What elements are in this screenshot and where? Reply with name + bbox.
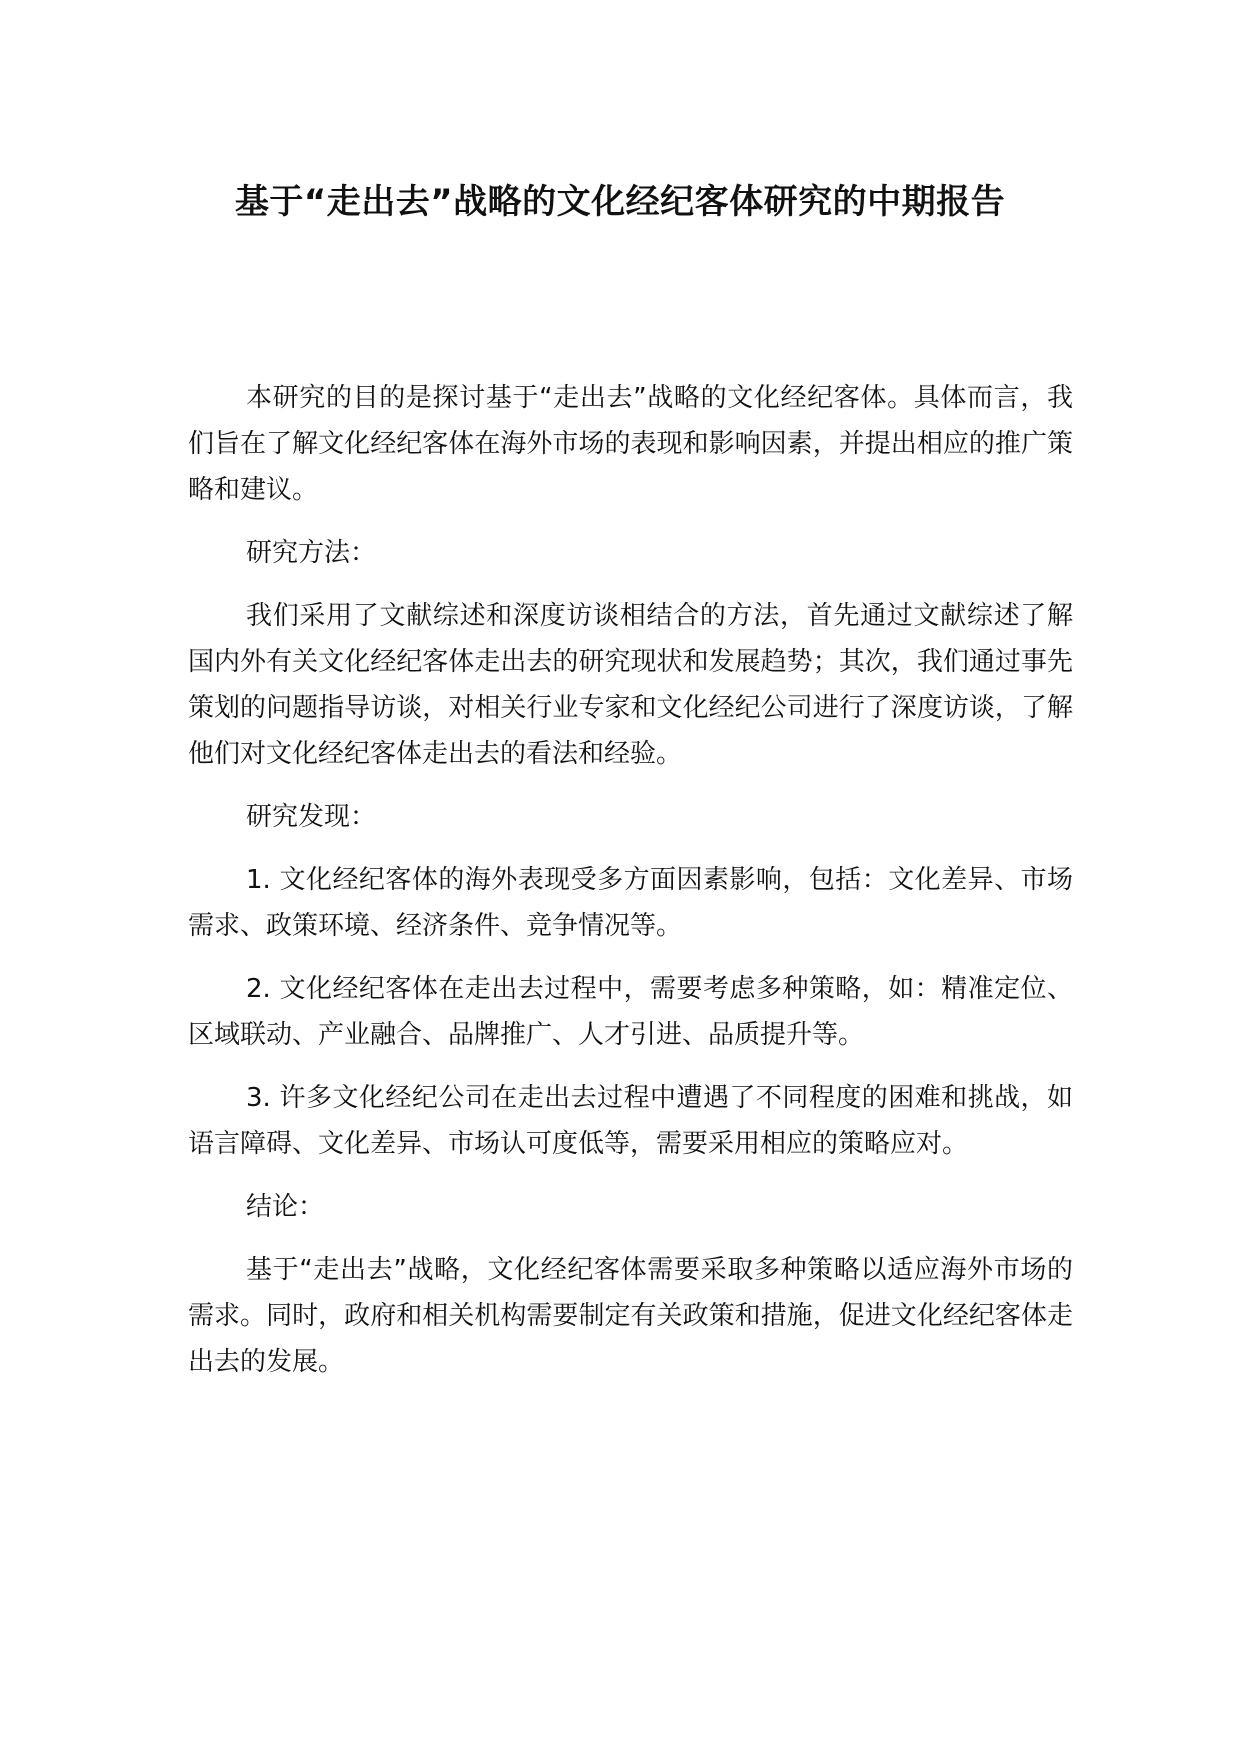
title-block	[180, 160, 1060, 244]
conclusion-paragraph: 基于“走出去”战略，文化经纪客体需要采取多种策略以适应海外市场的需求。同时，政府和相关机构需要制定有关政策和措施，促进文化经纪客体走出去的发展。	[188, 1255, 1073, 1377]
document-body	[188, 375, 1073, 1402]
finding-item-2: 2. 文化经纪客体在走出去过程中，需要考虑多种策略，如：精准定位、区域联动、产业融合、品牌推广、人才引进、品质提升等。	[188, 974, 1073, 1050]
finding-item-3: 3. 许多文化经纪公司在走出去过程中遭遇了不同程度的困难和挑战，如语言障碍、文化差异、市场认可度低等，需要采用相应的策略应对。	[188, 1083, 1073, 1159]
conclusion-heading: 结论：	[246, 1192, 325, 1222]
methods-paragraph: 我们采用了文献综述和深度访谈相结合的方法，首先通过文献综述了解国内外有关文化经纪客体走出去的研究现状和发展趋势；其次，我们通过事先策划的问题指导访谈，对相关行业专家和文化经纪公司进行了深度访谈，了解他们对文化经纪客体走出去的看法和经验。	[188, 601, 1073, 769]
intro-paragraph: 本研究的目的是探讨基于“走出去”战略的文化经纪客体。具体而言，我们旨在了解文化经纪客体在海外市场的表现和影响因素，并提出相应的推广策略和建议。	[188, 383, 1073, 505]
findings-heading: 研究发现：	[246, 802, 377, 832]
document-title: 基于“走出去”战略的文化经纪客体研究的中期报告	[234, 182, 1006, 222]
finding-item-1: 1. 文化经纪客体的海外表现受多方面因素影响，包括：文化差异、市场需求、政策环境、经济条件、竞争情况等。	[188, 865, 1073, 941]
methods-heading: 研究方法：	[246, 538, 377, 568]
